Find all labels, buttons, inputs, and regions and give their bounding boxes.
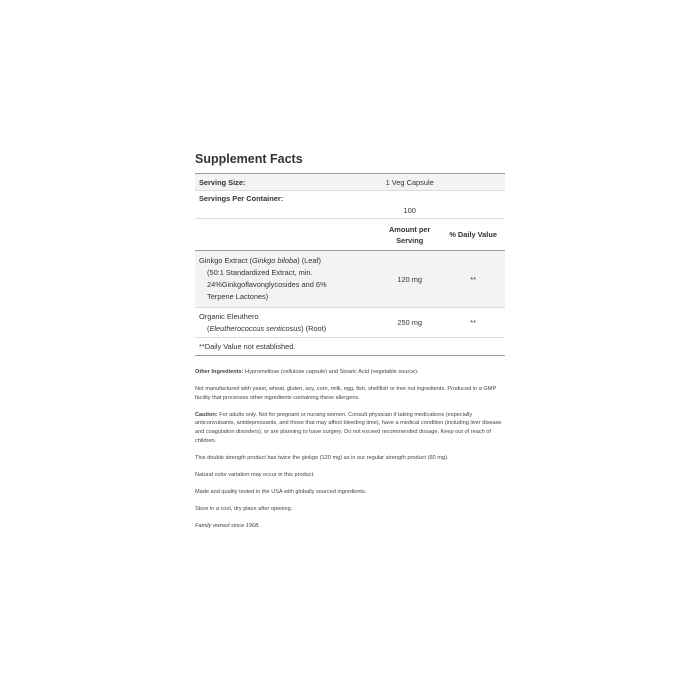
eleuthero-sub-prefix: ( [207, 323, 210, 333]
other-ingredients-text: Hypromellose (cellulose capsule) and Stearic Acid (vegetable source). [243, 369, 419, 375]
eleuthero-name: Organic Eleuthero [199, 311, 259, 321]
ginkgo-sub-line3: Terpene Lactones) [207, 292, 269, 301]
caution-note [195, 411, 505, 445]
color-variation-note: Natural color variation may occur in this product. [195, 471, 315, 478]
servings-per-container-row [195, 191, 505, 219]
ingredient-row-eleuthero [195, 308, 505, 338]
supplement-facts-panel [195, 150, 505, 539]
ginkgo-name-cell [195, 251, 378, 308]
ginkgo-amount: 120 mg [378, 251, 441, 308]
servings-per-container-value: 100 [378, 191, 441, 219]
serving-size-row [195, 174, 505, 191]
panel-title: Supplement Facts [195, 152, 303, 166]
ginkgo-sub-line1: (50:1 Standardized Extract, min. [207, 268, 313, 277]
footnote-row [195, 338, 505, 356]
eleuthero-amount: 250 mg [378, 308, 441, 338]
allergen-note: Not manufactured with yeast, wheat, gluten, soy, corn, milk, egg, fish, shellfish or tree nut ingredients. Produced in a GMP facility that processes other ingredients containing these allergens. [195, 386, 497, 401]
serving-size-value: 1 Veg Capsule [378, 174, 441, 191]
amount-header-line2: Serving [396, 235, 424, 245]
ginkgo-sub-line2: 24%Ginkgoflavonglycosides and 6% [207, 280, 327, 289]
made-in-usa-note: Made and quality tested in the USA with globally sourced ingredients. [195, 488, 367, 495]
eleuthero-sub-suffix: ) (Root) [301, 323, 327, 333]
serving-size-label: Serving Size: [195, 174, 378, 191]
ginkgo-name-italic: Ginkgo biloba [251, 256, 298, 265]
eleuthero-sub-line [199, 323, 374, 335]
ginkgo-name-suffix: ) (Leaf) [297, 256, 322, 265]
caution-label: Caution: [195, 411, 218, 418]
daily-value-header: % Daily Value [441, 219, 505, 251]
other-ingredients-label: Other Ingredients: [195, 369, 244, 375]
eleuthero-name-cell [195, 308, 378, 338]
family-owned-note: Family owned since 1968. [195, 523, 260, 530]
facts-table [195, 173, 505, 356]
eleuthero-daily-value: ** [441, 308, 505, 338]
daily-value-footnote: **Daily Value not established. [199, 342, 296, 351]
strength-note: This double strength product has twice the ginkgo (120 mg) as in our regular strength product (60 mg). [195, 454, 449, 461]
ginkgo-daily-value: ** [441, 251, 505, 308]
ingredient-row-ginkgo [195, 251, 505, 308]
amount-header-line1: Amount per [388, 224, 431, 234]
ginkgo-name-prefix: Ginkgo Extract ( [199, 256, 252, 265]
amount-header [378, 219, 441, 251]
other-ingredients-note [195, 368, 505, 377]
eleuthero-sub-italic: Eleutherococcus senticosus [209, 323, 302, 333]
caution-text: For adults only. Not for pregnant or nursing women. Consult physician if taking medications (especially anticonvulsants, antidepressants, and those that may affect bleeding time), have a medical condition (including liver disease and coagulation disorders), or are planning to have surgery. Do not exceed recommended dosage. Keep out of reach of children. [195, 411, 502, 444]
product-notes [195, 368, 505, 531]
storage-note: Store in a cool, dry place after opening. [195, 505, 293, 512]
servings-per-container-label: Servings Per Container: [195, 191, 378, 219]
column-header-row [195, 219, 505, 251]
